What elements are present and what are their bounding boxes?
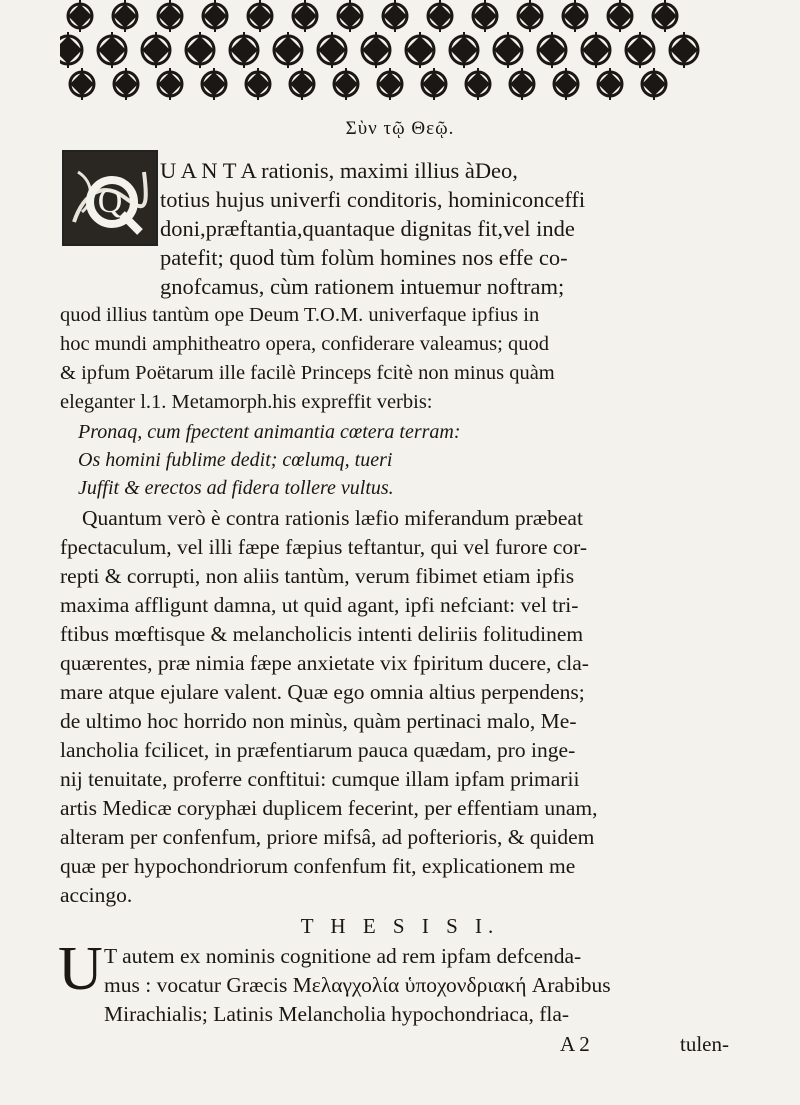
body-line-9: lancholia fcilicet, in præfentiarum pauca quædam, pro inge- — [60, 738, 576, 762]
ornament-motif-icon — [428, 0, 452, 32]
thesis-line-1: T autem ex nominis cognitione ad rem ipfam defcenda- — [104, 944, 582, 968]
thesis-line-2: mus : vocatur Græcis Μελαγχολία ὑποχονδριακή Arabibus — [104, 973, 611, 997]
body-line-4: maxima affligunt damna, ut quid agant, ipfi nefciant: vel tri- — [60, 593, 579, 617]
intro-line-6: quod illius tantùm ope Deum T.O.M. univerfaque ipfius in — [60, 304, 540, 326]
intro-line-2: totius hujus univerfi conditoris, hominiconceffi — [160, 187, 586, 212]
ornament-motif-icon — [113, 0, 137, 32]
ornament-motif-icon — [653, 0, 677, 32]
body-line-13: quæ per hypochondriorum confenfum fit, explicationem me — [60, 854, 576, 878]
ornament-motif-icon — [246, 68, 270, 100]
signature-mark: A 2 — [560, 1032, 590, 1056]
body-line-1: Quantum verò è contra rationis læfio miferandum præbeat — [82, 506, 583, 530]
ornament-motif-icon — [274, 32, 302, 68]
ornament-motif-icon — [158, 0, 182, 32]
catchword: tulen- — [680, 1032, 729, 1056]
body-line-12: alteram per confenfum, priore mifsâ, ad pofterioris, & quidem — [60, 825, 595, 849]
intro-line-1: U A N T A rationis, maximi illius àDeo, — [160, 158, 518, 183]
ornament-motif-icon — [186, 32, 214, 68]
ornament-motif-icon — [293, 0, 317, 32]
ornament-motif-icon — [563, 0, 587, 32]
thesis-heading: T H E S I S I. — [300, 914, 500, 938]
ornament-motif-icon — [626, 32, 654, 68]
ornament-motif-icon — [510, 68, 534, 100]
ornament-motif-icon — [158, 68, 182, 100]
ornament-motif-icon — [362, 32, 390, 68]
ornament-motif-icon — [378, 68, 402, 100]
intro-line-8: & ipfum Poëtarum ille facilè Princeps fcitè non minus quàm — [60, 362, 555, 384]
intro-line-3: doni,præftantia,quantaque dignitas fit,vel inde — [160, 216, 575, 241]
body-line-3: repti & corrupti, non aliis tantùm, verum fibimet etiam ipfis — [60, 564, 575, 588]
ornament-motif-icon — [70, 68, 94, 100]
ornament-motif-icon — [582, 32, 610, 68]
initial-ornament-icon — [64, 152, 156, 244]
ornament-motif-icon — [60, 32, 82, 68]
verse-line-1: Pronaq, cum fpectent animantia cœtera terram: — [78, 421, 461, 443]
ornament-motif-icon — [248, 0, 272, 32]
ornament-motif-icon — [68, 0, 92, 32]
ornament-motif-icon — [203, 0, 227, 32]
ornament-motif-icon — [114, 68, 138, 100]
verse-line-2: Os homini fublime dedit; cœlumq, tueri — [78, 449, 393, 471]
ornament-motif-icon — [598, 68, 622, 100]
motto-heading: Σὺν τῷ Θεῷ. — [345, 118, 455, 139]
verse-line-3: Juffit & erectos ad fidera tollere vultus. — [78, 477, 394, 499]
body-line-5: ftibus mœftisque & melancholicis intenti deliriis folitudinem — [60, 622, 584, 646]
ornament-motif-icon — [142, 32, 170, 68]
svg-text:Q: Q — [97, 183, 123, 220]
body-line-2: fpectaculum, vel illi fæpe fæpius teftantur, qui vel furore cor- — [60, 535, 588, 559]
ornament-motif-icon — [290, 68, 314, 100]
ornament-motif-icon — [642, 68, 666, 100]
ornament-motif-icon — [473, 0, 497, 32]
body-line-7: mare atque ejulare valent. Quæ ego omnia altius perpendens; — [60, 680, 585, 704]
ornament-motif-icon — [98, 32, 126, 68]
thesis-initial: U — [58, 935, 103, 1003]
ornament-motif-icon — [670, 32, 698, 68]
ornament-motif-icon — [518, 0, 542, 32]
ornament-motif-icon — [230, 32, 258, 68]
ornament-motif-icon — [554, 68, 578, 100]
thesis-line-3: Mirachialis; Latinis Melancholia hypochondriaca, fla- — [104, 1002, 570, 1026]
ornament-motif-icon — [383, 0, 407, 32]
ornament-motif-icon — [608, 0, 632, 32]
ornament-motif-icon — [538, 32, 566, 68]
ornament-motif-icon — [334, 68, 358, 100]
ornament-motif-icon — [406, 32, 434, 68]
body-line-10: nij tenuitate, proferre conftitui: cumque illam ipfam primarii — [60, 767, 580, 791]
body-line-14: accingo. — [60, 883, 133, 907]
ornament-motif-icon — [202, 68, 226, 100]
ornament-motif-icon — [466, 68, 490, 100]
ornament-motif-icon — [338, 0, 362, 32]
body-line-8: de ultimo hoc horrido non minùs, quàm pertinaci malo, Me- — [60, 709, 577, 733]
body-line-6: quærentes, præ nimia fæpe anxietate vix fpiritum ducere, cla- — [60, 651, 589, 675]
ornament-motif-icon — [494, 32, 522, 68]
ornament-motif-icon — [422, 68, 446, 100]
intro-line-5: gnofcamus, cùm rationem intuemur noftram; — [160, 274, 565, 299]
body-line-11: artis Medicæ coryphæi duplicem fecerint, per effentiam unam, — [60, 796, 598, 820]
floral-headpiece-ornament — [60, 0, 720, 108]
decorated-initial — [62, 150, 158, 246]
intro-line-4: patefit; quod tùm folùm homines nos effe co- — [160, 245, 568, 270]
ornament-motif-icon — [450, 32, 478, 68]
ornament-motif-icon — [318, 32, 346, 68]
intro-line-7: hoc mundi amphitheatro opera, confiderare valeamus; quod — [60, 333, 549, 355]
intro-line-9: eleganter l.1. Metamorph.his expreffit verbis: — [60, 391, 433, 413]
